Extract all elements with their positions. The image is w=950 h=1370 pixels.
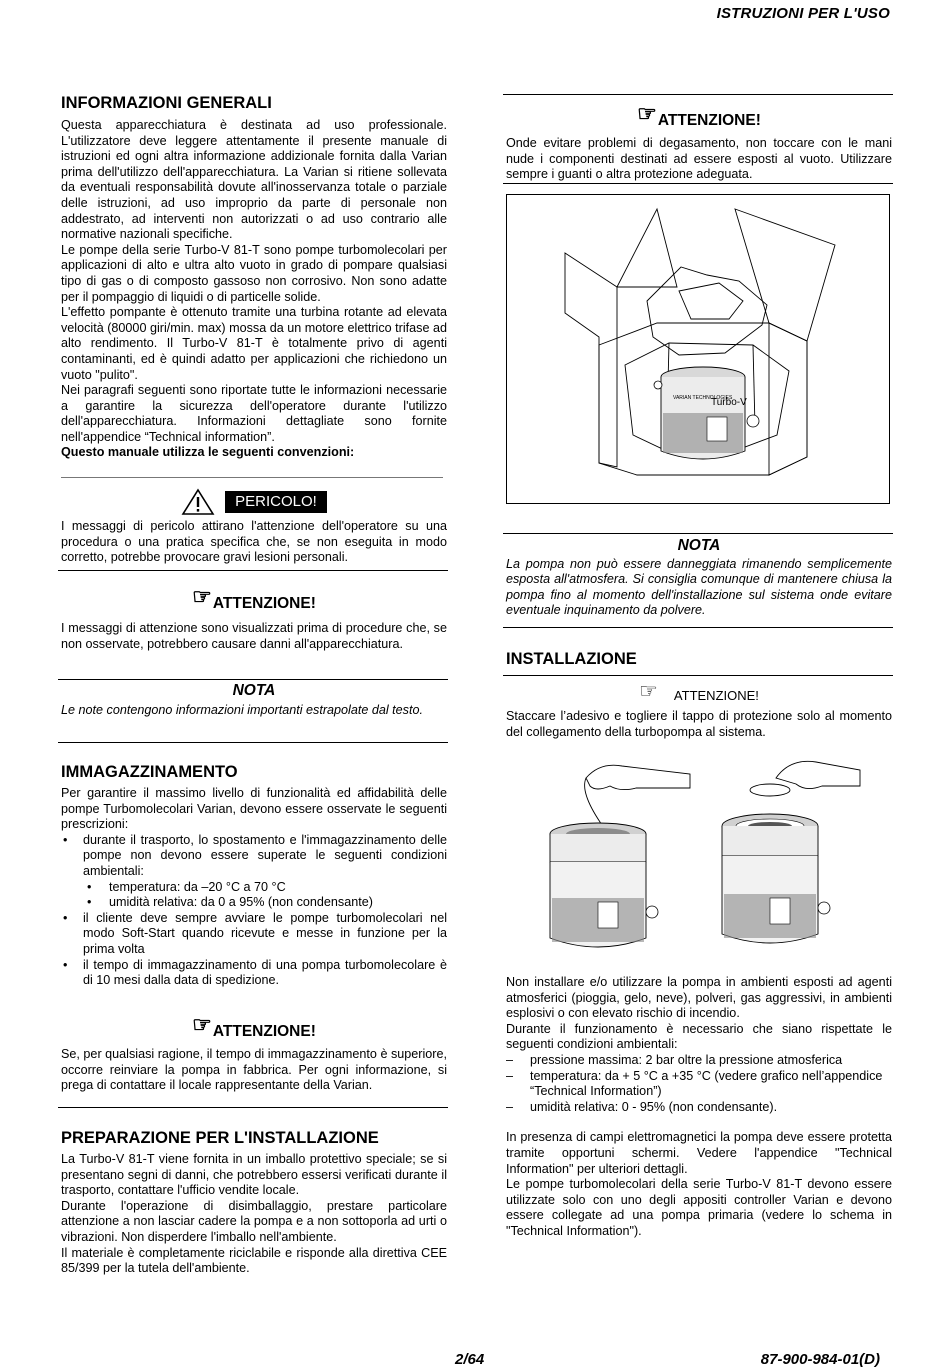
note-2-label: NOTA xyxy=(677,537,721,554)
list-item: – pressione massima: 2 bar oltre la pressione atmosferica xyxy=(506,1053,892,1069)
note-1-label: NOTA xyxy=(232,682,276,699)
section-heading-preparation: PREPARAZIONE PER L'INSTALLAZIONE xyxy=(61,1129,379,1147)
note-2 xyxy=(506,538,892,619)
document-code: 87-900-984-01(D) xyxy=(760,1351,880,1368)
divider xyxy=(58,1107,448,1108)
list-item: • il tempo di immagazzinamento di una pompa turbomolecolare è di 10 mesi dalla data di spedizione. xyxy=(61,958,447,989)
divider xyxy=(503,627,893,628)
cap-removal-illustration xyxy=(540,752,870,960)
divider xyxy=(58,679,448,680)
note-1-text: Le note contengono informazioni importanti estrapolate dal testo. xyxy=(61,702,423,717)
preparation-body xyxy=(61,1152,447,1277)
general-info-body xyxy=(61,118,447,461)
caution-3-text: Onde evitare problemi di degasamento, non toccare con le mani nude i componenti destinati ad essere esposti al vuoto. Utilizzare sempre i guanti o altra protezione adeguata. xyxy=(506,136,892,182)
pointing-hand-icon: ☞ xyxy=(639,680,658,703)
general-paragraph-4: Nei paragrafi seguenti sono riportate tutte le informazioni necessarie a garantire la sicurezza dell'operatore durante l'utilizzo dell'apparecchiatura. Informazioni dettagliate sono fornite nell'appendice “Technical information”. xyxy=(61,383,447,444)
warning-triangle-icon xyxy=(181,488,215,516)
install-paragraph-2: Durante il funzionamento è necessario che siano rispettate le seguenti condizioni ambientali: xyxy=(506,1021,892,1052)
divider xyxy=(58,742,448,743)
caution-2-label: ATTENZIONE! xyxy=(212,1023,316,1040)
section-heading-general: INFORMAZIONI GENERALI xyxy=(61,94,272,112)
caution-3-label: ATTENZIONE! xyxy=(657,112,761,129)
note-2-text: La pompa non può essere danneggiata rimanendo semplicemente esposta all'atmosfera. Si consiglia comunque di mantenere chiusa la pompa fino al momento dell'installazione sul sistema onde evitare eventuale inquinamento da polvere. xyxy=(506,556,892,618)
install-caution-header xyxy=(506,680,892,707)
storage-body xyxy=(61,786,447,989)
pump-right xyxy=(722,814,830,943)
pump-brand-label: VARIAN TECHNOLOGIES xyxy=(673,395,733,401)
list-item: – temperatura: da + 5 °C a +35 °C (vedere grafico nell’appendice “Technical Information”) xyxy=(506,1069,892,1100)
install-paragraph-1: Non installare e/o utilizzare la pompa in ambienti esposti ad agenti atmosferici (pioggia, gelo, neve), polveri, gas aggressivi, in ambienti esplosivi o con elevato rischio di incendio. xyxy=(506,975,892,1021)
divider xyxy=(61,477,443,478)
pump-in-packaging-illustration xyxy=(507,195,889,503)
section-heading-storage: IMMAGAZZINAMENTO xyxy=(61,763,238,781)
list-item: • durante il trasporto, lo spostamento e l'immagazzinamento delle pompe non devono essere superate le seguenti condizioni ambientali: xyxy=(61,833,447,880)
pointing-hand-icon: ☞ xyxy=(192,584,212,609)
document-header-title: ISTRUZIONI PER L'USO xyxy=(716,5,890,22)
caution-1-text: I messaggi di attenzione sono visualizzati prima di procedure che, se non osservate, potrebbero causare danni all'apparecchiatura. xyxy=(61,621,447,651)
general-paragraph-3: L'effetto pompante è ottenuto tramite una turbina rotante ad elevata velocità (80000 giri/min. max) mossa da un motore elettrico trifase ad alto rendimento. Il Turbo-V 81-T è totalmente privo di agenti contaminanti, ed è quindi adatto per applicazioni che richiedono un vuoto "pulito". xyxy=(61,305,447,382)
hand-right xyxy=(750,761,860,796)
general-paragraph-conventions: Questo manuale utilizza le seguenti convenzioni: xyxy=(61,445,355,460)
list-item: • umidità relativa: da 0 a 95% (non condensante) xyxy=(61,895,447,911)
section-heading-installation: INSTALLAZIONE xyxy=(506,650,637,668)
danger-text: I messaggi di pericolo attirano l'attenzione dell'operatore su una procedura o una pratica specifica che, se non eseguita in modo corretto, potrebbe provocare gravi lesioni personali. xyxy=(61,519,447,565)
divider xyxy=(503,183,893,184)
list-item: • il cliente deve sempre avviare le pompe turbomolecolari nel modo Soft-Start quando ricevute e messe in funzione per la prima volta xyxy=(61,911,447,958)
pump-body xyxy=(654,367,759,459)
pointing-hand-icon: ☞ xyxy=(192,1012,212,1037)
prep-paragraph-2: Durante l'operazione di disimballaggio, prestare particolare attenzione a non lasciar cadere la pompa e a non sottoporla ad urti o vibrazioni. Non disperdere l'imballo nell'ambiente. xyxy=(61,1198,447,1244)
install-paragraph-4: Le pompe turbomolecolari della serie Turbo-V 81-T devono essere utilizzate solo con uno degli appositi controller Varian e devono essere collegate ad una pompa primaria (vedere lo schema in "Technical Information"). xyxy=(506,1177,892,1238)
storage-list xyxy=(61,833,447,989)
install-caution-text: Staccare l’adesivo e togliere il tappo di protezione solo al momento del collegamento della turbopompa al sistema. xyxy=(506,709,892,739)
storage-intro: Per garantire il massimo livello di funzionalità ed affidabilità delle pompe Turbomolecolari Varian, devono essere osservate le seguenti prescrizioni: xyxy=(61,786,447,832)
list-item: – umidità relativa: 0 - 95% (non condensante). xyxy=(506,1100,892,1116)
installation-body xyxy=(506,975,892,1240)
install-caution-label: ATTENZIONE! xyxy=(673,688,759,703)
caution-notice-1 xyxy=(61,586,447,652)
caution-notice-3 xyxy=(506,103,892,183)
divider xyxy=(503,94,893,95)
danger-notice xyxy=(61,488,447,566)
pointing-hand-icon: ☞ xyxy=(637,101,657,126)
note-1 xyxy=(61,683,447,718)
list-item: • temperatura: da –20 °C a 70 °C xyxy=(61,880,447,896)
general-paragraph-2: Le pompe della serie Turbo-V 81-T sono pompe turbomolecolari per applicazioni di alto e ultra alto vuoto in grado di pompare qualsiasi tipo di gas o di composto gassoso non corrosivo. Non sono adatte per il pompaggio di liquidi o di particelle solide. xyxy=(61,242,447,304)
install-conditions-list xyxy=(506,1053,892,1115)
page-number: 2/64 xyxy=(455,1351,485,1368)
caution-2-text: Se, per qualsiasi ragione, il tempo di immagazzinamento è superiore, occorre reinviare la pompa in fabbrica. Per ogni informazione, si prega di contattare il locale rappresentante della Varian. xyxy=(61,1047,447,1093)
divider xyxy=(503,533,893,534)
divider xyxy=(503,675,893,676)
pump-left xyxy=(550,823,658,947)
general-paragraph-1: Questa apparecchiatura è destinata ad uso professionale. L'utilizzatore deve leggere attentamente il presente manuale di istruzioni ed ogni altra informazione addizionale fornita dalla Varian prima dell'utilizzo dell'apparecchiatura. La Varian si ritiene sollevata da eventuali responsabilità dovute all'inosservanza totale o parziale delle istruzioni, ad uso improprio da parte di personale non addestrato, ad interventi non autorizzati o ad uso contrario alle normative nazionali specifiche. xyxy=(61,118,447,242)
caution-1-label: ATTENZIONE! xyxy=(212,595,316,612)
prep-paragraph-3: Il materiale è completamente riciclabile e risponde alla direttiva CEE 85/399 per la tutela dell'ambiente. xyxy=(61,1245,447,1276)
install-paragraph-3: In presenza di campi elettromagnetici la pompa deve essere protetta tramite opportuni schermi. Vedere l'appendice "Technical Information" per ulteriori dettagli. xyxy=(506,1130,892,1176)
cap-removal-figure xyxy=(540,752,870,960)
divider xyxy=(58,570,448,571)
caution-notice-2 xyxy=(61,1014,447,1094)
danger-label: PERICOLO! xyxy=(225,491,327,513)
pump-model-label: Turbo-V xyxy=(711,397,747,408)
packaging-figure xyxy=(506,194,890,504)
prep-paragraph-1: La Turbo-V 81-T viene fornita in un imballo protettivo speciale; se si presentano segni di danni, che potrebbero essersi verificati durante il trasporto, contattare l'ufficio vendite locale. xyxy=(61,1152,447,1198)
